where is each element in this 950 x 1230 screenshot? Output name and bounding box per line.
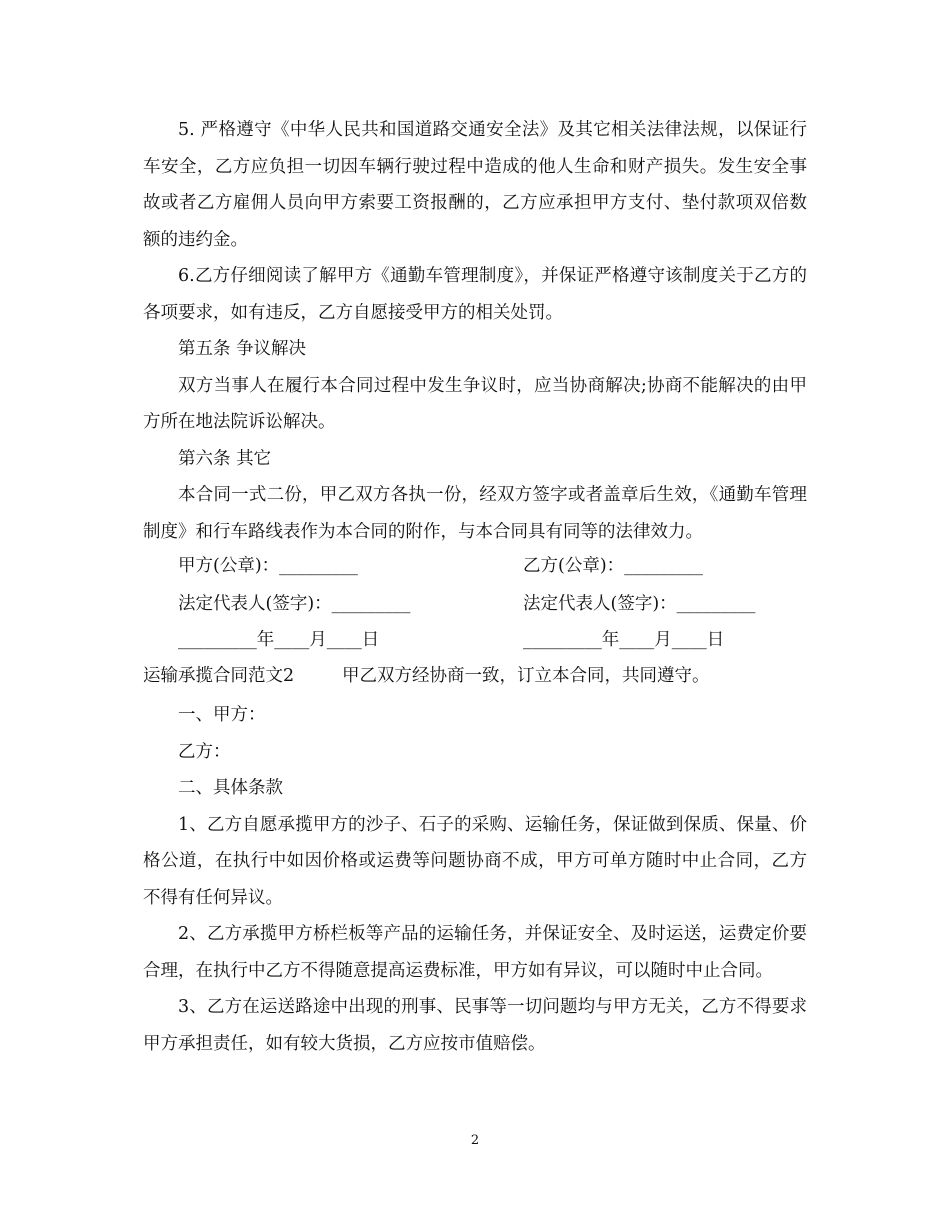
clause-6: 6.乙方仔细阅读了解甲方《通勤车管理制度》，并保证严格遵守该制度关于乙方的各项要求，如有违反，乙方自愿接受甲方的相关处罚。 [143, 266, 807, 323]
party-b-date: _________年____月____日 [523, 630, 725, 650]
contract-body-top [143, 112, 807, 550]
sample-2-intro: 甲乙双方经协商一致，订立本合同，共同遵守。 [342, 666, 710, 686]
contract-body-bottom [143, 697, 807, 1062]
party-a-line: 一、甲方： [178, 705, 266, 725]
article-6-heading: 第六条 其它 [178, 448, 272, 469]
clause-5: 5. 严格遵守《中华人民共和国道路交通安全法》及其它相关法律法规，以保证行车安全，乙方应负担一切因车辆行驶过程中造成的他人生命和财产损失。发生安全事故或者乙方雇佣人员向甲方索要工资报酬的，乙方应承担甲方支付、垫付款项双倍数额的违约金。 [143, 120, 807, 250]
specific-terms-heading: 二、具体条款 [178, 778, 283, 798]
page-number: 2 [470, 1133, 480, 1148]
party-a-date: _________年____月____日 [178, 630, 380, 650]
article-5-heading: 第五条 争议解决 [178, 339, 307, 359]
article-5-text: 双方当事人在履行本合同过程中发生争议时，应当协商解决;协商不能解决的由甲方所在地法院诉讼解决。 [143, 375, 807, 432]
article-6-text: 本合同一式二份，甲乙双方各执一份，经双方签字或者盖章后生效，《通勤车管理制度》和行车路线表作为本合同的附作，与本合同具有同等的法律效力。 [143, 485, 807, 542]
party-b-representative: 法定代表人(签字)：_________ [523, 594, 756, 614]
party-a-representative: 法定代表人(签字)：_________ [178, 594, 411, 614]
party-b-seal: 乙方(公章)：_________ [523, 556, 703, 576]
term-2: 2、乙方承揽甲方桥栏板等产品的运输任务，并保证安全、及时运送，运费定价要合理，在执行中乙方不得随意提高运费标准，甲方如有异议，可以随时中止合同。 [143, 924, 807, 981]
term-3: 3、乙方在运送路途中出现的刑事、民事等一切问题均与甲方无关，乙方不得要求甲方承担责任，如有较大货损，乙方应按市值赔偿。 [143, 997, 807, 1054]
party-a-seal: 甲方(公章)：_________ [178, 556, 358, 576]
sample-2-title: 运输承揽合同范文2 [143, 666, 295, 686]
party-b-line: 乙方： [178, 741, 231, 762]
term-1: 1、乙方自愿承揽甲方的沙子、石子的采购、运输任务，保证做到保质、保量、价格公道，在执行中如因价格或运费等问题协商不成，甲方可单方随时中止合同，乙方不得有任何异议。 [143, 814, 807, 908]
